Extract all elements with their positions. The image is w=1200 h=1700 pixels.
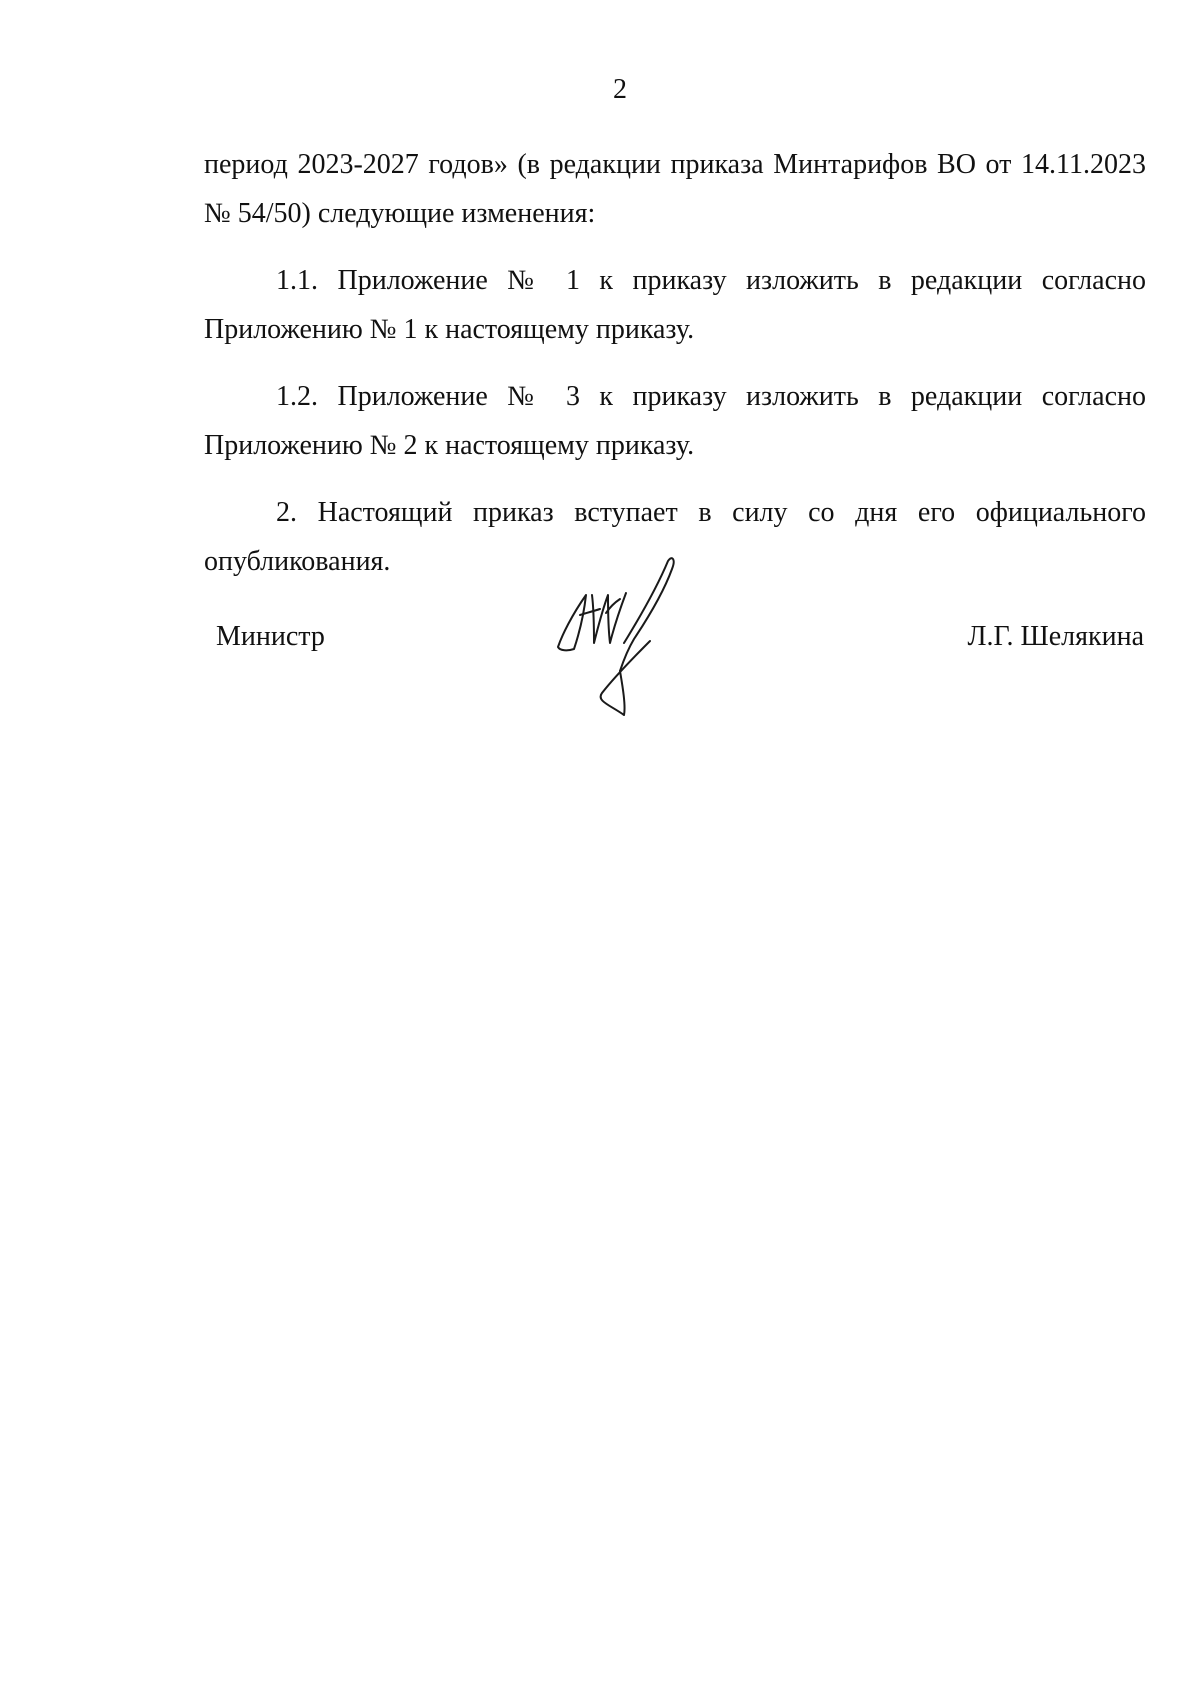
paragraph-item-1-1: 1.1. Приложение № 1 к приказу изложить в редакции согласно Приложению № 1 к настоящему приказу.	[204, 265, 1146, 345]
signature-block	[0, 555, 1200, 725]
paragraph-item-2: 2. Настоящий приказ вступает в силу со дня его официального опубликования.	[204, 497, 1146, 577]
paragraph-item-1-2: 1.2. Приложение № 3 к приказу изложить в редакции согласно Приложению № 2 к настоящему приказу.	[204, 381, 1146, 461]
signatory-title: Министр	[216, 621, 325, 652]
handwritten-signature	[550, 555, 690, 725]
document-body	[204, 140, 1146, 604]
paragraph-continuation: период 2023-2027 годов» (в редакции приказа Минтарифов ВО от 14.11.2023 № 54/50) следующие изменения:	[204, 149, 1146, 229]
page-number: 2	[613, 74, 627, 105]
signatory-name: Л.Г. Шелякина	[967, 621, 1144, 652]
